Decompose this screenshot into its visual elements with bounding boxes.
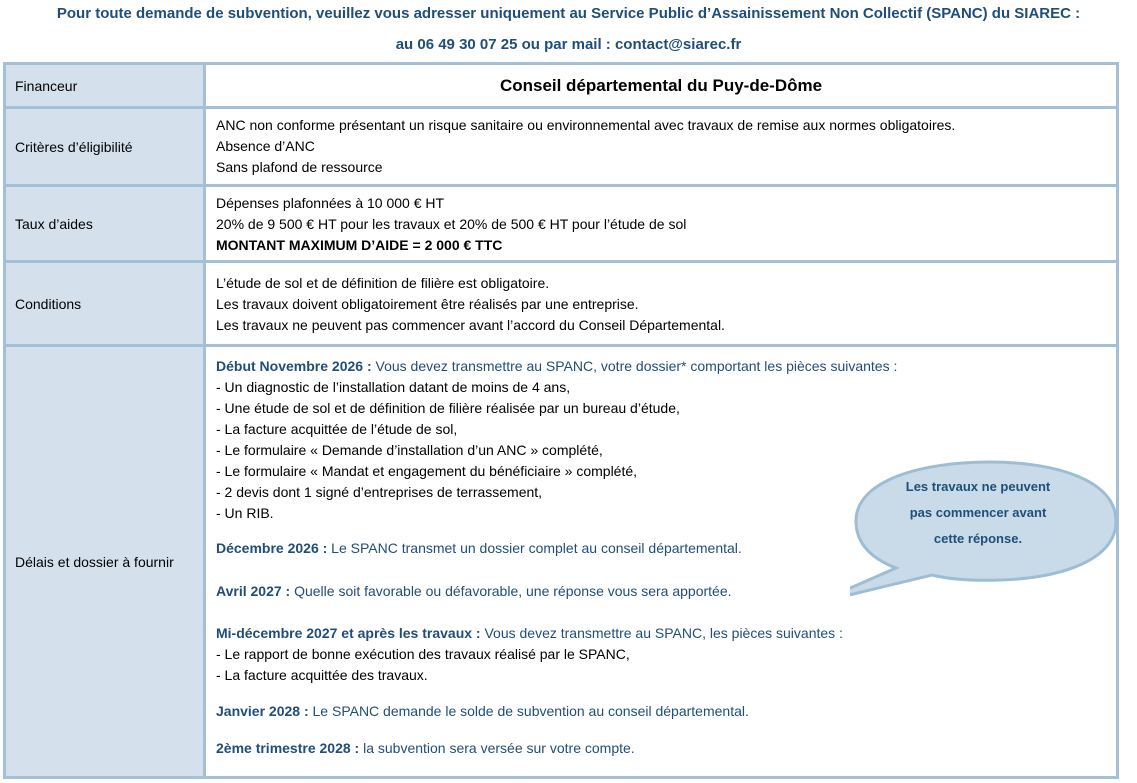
document-item: - Un diagnostic de l’installation datant de moins de 4 ans, bbox=[216, 379, 571, 395]
step-heading bbox=[216, 623, 1116, 644]
document-item: - Un RIB. bbox=[216, 505, 274, 521]
document-item: - Le formulaire « Demande d’installation d’un ANC » complété, bbox=[216, 442, 603, 458]
row-taux bbox=[6, 187, 1116, 263]
callout-line: pas commencer avant bbox=[909, 505, 1047, 520]
step-date: Avril 2027 : bbox=[216, 583, 291, 599]
callout-line: cette réponse. bbox=[933, 531, 1023, 546]
conditions-line: Les travaux ne peuvent pas commencer avant l’accord du Conseil Départemental. bbox=[216, 317, 725, 333]
step-text: Vous devez transmettre au SPANC, votre dossier* comportant les pièces suivantes : bbox=[371, 358, 898, 374]
conditions-line: Les travaux doivent obligatoirement être réalisés par une entreprise. bbox=[216, 296, 639, 312]
document-item: - Le formulaire « Mandat et engagement du bénéficiaire » complété, bbox=[216, 463, 638, 479]
step-date: Janvier 2028 : bbox=[216, 703, 309, 719]
step-text: Le SPANC transmet un dossier complet au conseil départemental. bbox=[327, 540, 742, 556]
taux-max-amount: MONTANT MAXIMUM D’AIDE = 2 000 € TTC bbox=[216, 237, 503, 253]
header-line-1: Pour toute demande de subvention, veuillez vous adresser uniquement au Service Public d’Assainissement Non Collectif (SPANC) du SIAREC : bbox=[56, 5, 1081, 22]
step-text: Vous devez transmettre au SPANC, les pièces suivantes : bbox=[480, 625, 843, 641]
criteres-line: ANC non conforme présentant un risque sanitaire ou environnemental avec travaux de remise aux normes obligatoires. bbox=[216, 117, 956, 133]
step-date: 2ème trimestre 2028 : bbox=[216, 740, 360, 756]
criteres-line: Absence d’ANC bbox=[216, 138, 315, 154]
document-item: - La facture acquittée de l’étude de sol, bbox=[216, 421, 458, 437]
step-heading bbox=[216, 356, 1116, 377]
step-heading bbox=[216, 701, 1116, 722]
row-conditions bbox=[6, 263, 1116, 347]
criteres-line: Sans plafond de ressource bbox=[216, 159, 383, 175]
document-item: - Une étude de sol et de définition de filière réalisée par un bureau d’étude, bbox=[216, 400, 680, 416]
step-date: Décembre 2026 : bbox=[216, 540, 328, 556]
document-item: - La facture acquittée des travaux. bbox=[216, 667, 428, 683]
conditions-value bbox=[206, 263, 1116, 344]
row-label: Taux d’aides bbox=[6, 187, 206, 260]
row-financeur bbox=[6, 65, 1116, 109]
header-line-2: au 06 49 30 07 25 ou par mail : contact@siarec.fr bbox=[395, 36, 742, 53]
row-label: Conditions bbox=[6, 263, 206, 344]
row-label: Délais et dossier à fournir bbox=[6, 347, 206, 776]
criteres-value bbox=[206, 109, 1116, 184]
taux-line: Dépenses plafonnées à 10 000 € HT bbox=[216, 195, 445, 211]
document-item: - Le rapport de bonne exécution des travaux réalisé par le SPANC, bbox=[216, 646, 630, 662]
taux-value bbox=[206, 187, 1116, 260]
row-criteres bbox=[6, 109, 1116, 187]
callout-text bbox=[880, 474, 1076, 552]
step-text: Le SPANC demande le solde de subvention au conseil départemental. bbox=[308, 703, 749, 719]
step-date: Début Novembre 2026 : bbox=[216, 358, 372, 374]
step-text: Quelle soit favorable ou défavorable, une réponse vous sera apportée. bbox=[290, 583, 732, 599]
document-item: - 2 devis dont 1 signé d’entreprises de terrassement, bbox=[216, 484, 543, 500]
step-heading bbox=[216, 738, 1116, 759]
subsidy-table bbox=[3, 62, 1119, 779]
taux-line: 20% de 9 500 € HT pour les travaux et 20% de 500 € HT pour l’étude de sol bbox=[216, 216, 687, 232]
step-date: Mi-décembre 2027 et après les travaux : bbox=[216, 625, 481, 641]
row-label: Critères d’éligibilité bbox=[6, 109, 206, 184]
step-text: la subvention sera versée sur votre compte. bbox=[359, 740, 635, 756]
financeur-value: Conseil départemental du Puy-de-Dôme bbox=[499, 76, 823, 95]
row-label: Financeur bbox=[6, 65, 206, 106]
callout-line: Les travaux ne peuvent bbox=[905, 479, 1051, 494]
conditions-line: L’étude de sol et de définition de filière est obligatoire. bbox=[216, 275, 550, 291]
